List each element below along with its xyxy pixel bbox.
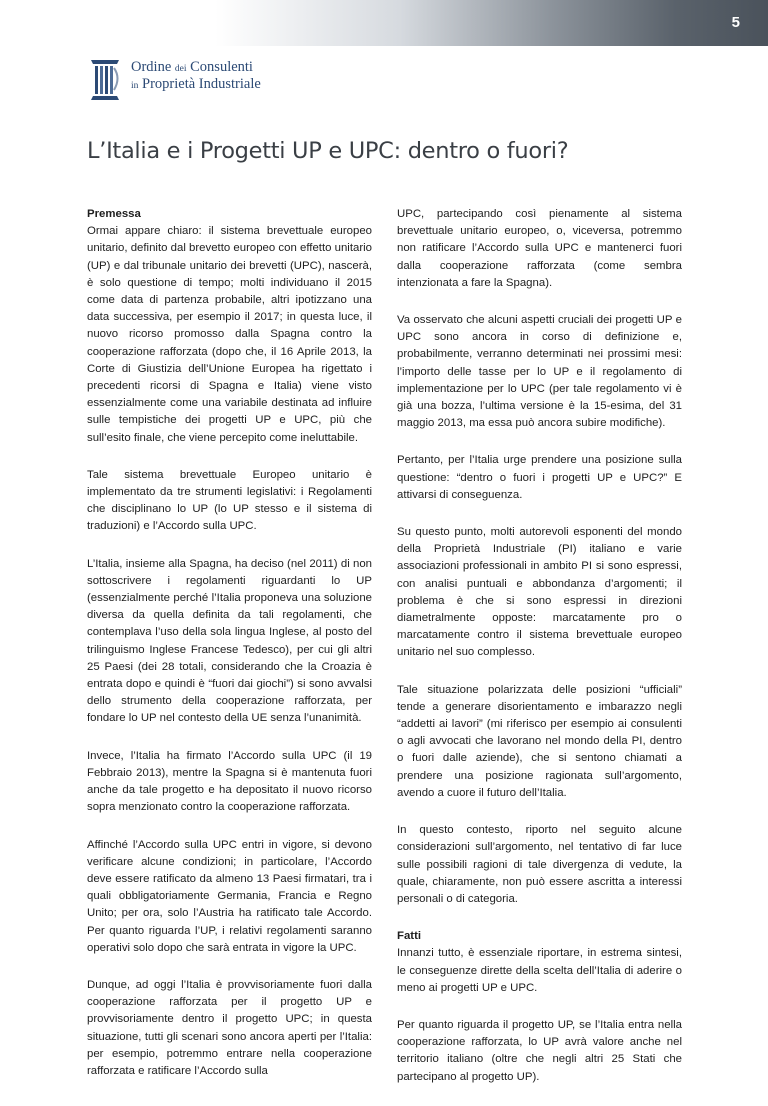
paragraph: Su questo punto, molti autorevoli esponenti del mondo della Proprietà Industriale (PI) italiano e varie associazioni professionali in ambito PI si sono espressi, con analisi puntuali e abbondanza d’argomenti; il problema è che si sono espressi in direzioni diametralmente opposte: marcatamente pro o marcatamente contro il sistema brevettuale europeo unitario nel suo complesso. — [397, 526, 682, 659]
paragraph: Dunque, ad oggi l’Italia è provvisoriamente fuori dalla cooperazione rafforzata per il progetto UP e provvisoriamente dentro il progetto UPC; in questa situazione, tutti gli scenari sono ancora aperti per l’Italia: per esempio, potremmo entrare nella cooperazione rafforzata e ratificare l’Accordo sulla — [87, 978, 372, 1077]
page-number: 5 — [731, 14, 740, 31]
section-heading-premessa: Premessa — [87, 208, 141, 220]
paragraph: Innanzi tutto, è essenziale riportare, in estrema sintesi, le conseguenze dirette della scelta dell’Italia di aderire o meno ai progetti UP e UPC. — [397, 947, 682, 994]
column-emblem-icon — [87, 56, 123, 102]
logo — [87, 56, 267, 106]
paragraph: Invece, l’Italia ha firmato l’Accordo sulla UPC (il 19 Febbraio 2013), mentre la Spagna si è mantenuta fuori anche da tale progetto e ha depositato il nuovo ricorso sopra menzionato contro la cooperazione rafforzata. — [87, 749, 372, 814]
section-heading-fatti: Fatti — [397, 930, 422, 943]
header-bar — [0, 0, 768, 46]
paragraph: L’Italia, insieme alla Spagna, ha deciso (nel 2011) di non sottoscrivere i regolamenti riguardanti lo UP (essenzialmente perché l’Italia proponeva una soluzione diversa da quella definita da tali regolamenti, che contemplava l’uso della sola lingua Inglese, al posto del trilinguismo Inglese Francese Tedesco), per cui gli altri 25 Paesi (dei 28 totali, considerando che la Croazia è entrata dopo e quindi è “fuori dai giochi”) si sono avvalsi dello strumento della cooperazione rafforzata, per fondare lo UP nel contesto della UE senza l’unanimità. — [87, 557, 372, 725]
logo-text-line1: Ordine dei Consulenti — [131, 59, 253, 75]
article-title: L’Italia e i Progetti UP e UPC: dentro o fuori? — [87, 138, 569, 164]
paragraph: Affinché l’Accordo sulla UPC entri in vigore, si devono verificare alcune condizioni; in particolare, l’Accordo deve essere ratificato da almeno 13 Paesi firmatari, tra i quali obbligatoriamente Germania, Francia e Regno Unito; per ora, solo l’Austria ha ratificato tale Accordo. Per quanto riguarda l’UP, i relativi regolamenti saranno operativi solo dopo che sarà entrata in vigore la UPC. — [87, 838, 372, 954]
right-column — [397, 206, 682, 1106]
logo-text-line2: in Proprietà Industriale — [131, 76, 261, 92]
paragraph: In questo contesto, riporto nel seguito alcune considerazioni sull’argomento, nel tentativo di far luce sulle possibili ragioni di tale divergenza di vedute, la quale, chiaramente, non può essere ascritta a interessi personali o di categoria. — [397, 824, 682, 905]
paragraph: Per quanto riguarda il progetto UP, se l’Italia entra nella cooperazione rafforzata, lo UP avrà valore anche nel territorio italiano (oltre che negli altri 25 Stati che partecipano al progetto UP). — [397, 1018, 682, 1083]
paragraph: Pertanto, per l’Italia urge prendere una posizione sulla questione: “dentro o fuori i progetti UP e UPC?” E attivarsi di conseguenza. — [397, 454, 682, 501]
paragraph: UPC, partecipando così pienamente al sistema brevettuale unitario europeo, o, viceversa, potremmo non ratificare l’Accordo sulla UPC e mantenerci fuori dalla cooperazione rafforzata (come sembra intenzionata a fare la Spagna). — [397, 208, 682, 289]
left-column — [87, 206, 372, 1100]
paragraph: Va osservato che alcuni aspetti cruciali dei progetti UP e UPC sono ancora in corso di definizione e, probabilmente, verranno determinati nei prossimi mesi: l’importo delle tasse per lo UP e il regolamento di implementazione per lo UPC (per tale regolamento vi è già una bozza, l’ultima versione è la 15-esima, del 31 maggio 2013, ma essa può ancora subire modifiche). — [397, 314, 682, 430]
paragraph: Ormai appare chiaro: il sistema brevettuale europeo unitario, definito dal brevetto europeo con effetto unitario (UP) e dal tribunale unitario dei brevetti (UPC), nascerà, è solo questione di tempo; molti individuano il 2015 come data di partenza probabile, altri ipotizzano una data successiva, per esempio il 2017; in questa luce, il nuovo ricorso promosso dalla Spagna contro la cooperazione rafforzata (dopo che, il 16 Aprile 2013, la Corte di Giustizia dell’Unione Europea ha rigettato i precedenti ricorsi di Spagna e Italia) viene visto essenzialmente come una variabile destinata ad influire sulle tempistiche dei progetti UP e UPC, più che sull’esito finale, che viene percepito come ineluttabile. — [87, 225, 372, 444]
paragraph: Tale situazione polarizzata delle posizioni “ufficiali” tende a generare disorientamento e imbarazzo negli “addetti ai lavori” (mi riferisco per esempio ai consulenti o agli avvocati che lavorano nel mondo della PI, dentro o fuori dalle aziende), che si sentono chiamati a prendere una posizione ragionata sull’argomento, avendo a cuore il futuro dell’Italia. — [397, 683, 682, 799]
paragraph: Tale sistema brevettuale Europeo unitario è implementato da tre strumenti legislativi: i Regolamenti che disciplinano lo UP (lo UP stesso e il sistema di traduzioni) e l’Accordo sulla UPC. — [87, 468, 372, 533]
